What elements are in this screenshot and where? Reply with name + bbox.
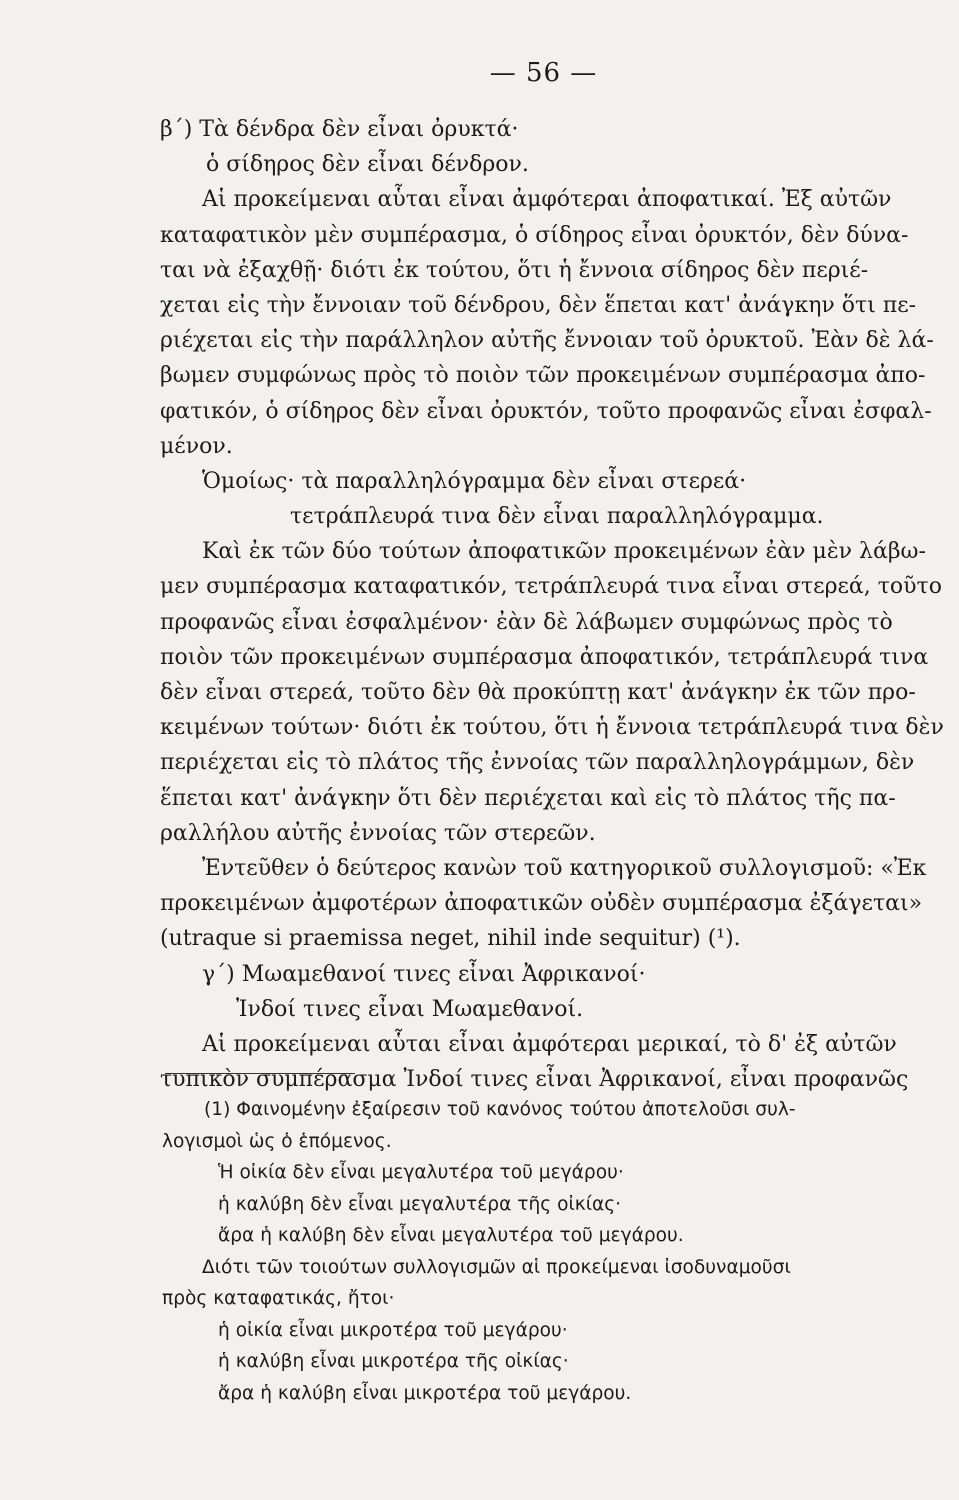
text-line: Ἰνδοί τινες εἶναι Μωαμεθανοί. bbox=[236, 996, 584, 1022]
text-line: τετράπλευρά τινα δὲν εἶναι παραλληλόγραμμα. bbox=[290, 504, 824, 530]
text-line: ποιὸν τῶν προκειμένων συμπέρασμα ἀποφατικόν, τετράπλευρά τινα bbox=[160, 644, 929, 670]
text-line: προφανῶς εἶναι ἐσφαλμένον· ἐὰν δὲ λάβωμεν συμφώνως πρὸς τὸ bbox=[160, 609, 893, 635]
footnote-line: Διότι τῶν τοιούτων συλλογισμῶν αἱ προκείμεναι ἰσοδυναμοῦσι bbox=[202, 1256, 791, 1278]
text-line: μένον. bbox=[160, 433, 233, 459]
text-line: φατικόν, ὁ σίδηρος δὲν εἶναι ὀρυκτόν, τοῦτο προφανῶς εἶναι ἐσφαλ- bbox=[160, 398, 932, 424]
text-line: ραλλήλου αὐτῆς ἐννοίας τῶν στερεῶν. bbox=[160, 820, 596, 846]
text-line: ὁ σίδηρος δὲν εἶναι δένδρον. bbox=[206, 152, 529, 178]
footnote-line: λογισμοὶ ὡς ὁ ἑπόμενος. bbox=[162, 1130, 392, 1152]
text-line: βωμεν συμφώνως πρὸς τὸ ποιὸν τῶν προκειμένων συμπέρασμα ἀπο- bbox=[160, 363, 926, 389]
footnote-divider bbox=[165, 1073, 355, 1074]
text-line: β΄) Τὰ δένδρα δὲν εἶναι ὀρυκτά· bbox=[160, 117, 519, 142]
footnote-line: ἄρα ἡ καλύβη εἶναι μικροτέρα τοῦ μεγάρου. bbox=[218, 1382, 632, 1404]
footnote-line: ἄρα ἡ καλύβη δὲν εἶναι μεγαλυτέρα τοῦ μεγάρου. bbox=[218, 1225, 684, 1246]
text-line: Καὶ ἐκ τῶν δύο τούτων ἀποφατικῶν προκειμένων ἐὰν μὲν λάβω- bbox=[202, 539, 926, 565]
text-line: δὲν εἶναι στερεά, τοῦτο δὲν θὰ προκύπτῃ κατ' ἀνάγκην ἐκ τῶν προ- bbox=[160, 680, 916, 705]
text-line: περιέχεται εἰς τὸ πλάτος τῆς ἐννοίας τῶν παραλληλογράμμων, δὲν bbox=[160, 750, 915, 776]
text-line: καταφατικὸν μὲν συμπέρασμα, ὁ σίδηρος εἶναι ὀρυκτόν, δὲν δύνα- bbox=[160, 222, 909, 248]
page-number: — 56 — bbox=[489, 58, 598, 88]
text-line: (utraque si praemissa neget, nihil inde sequitur) (¹). bbox=[160, 926, 741, 952]
footnote-line: (1) Φαινομένην ἐξαίρεσιν τοῦ κανόνος τούτου ἀποτελοῦσι συλ- bbox=[204, 1099, 796, 1120]
footnote-line: πρὸς καταφατικάς, ἤτοι· bbox=[162, 1288, 395, 1309]
footnote-line: ἡ οἰκία εἶναι μικροτέρα τοῦ μεγάρου· bbox=[218, 1319, 568, 1341]
text-line: μεν συμπέρασμα καταφατικόν, τετράπλευρά τινα εἶναι στερεά, τοῦτο bbox=[160, 574, 942, 600]
text-line: Ἐντεῦθεν ὁ δεύτερος κανὼν τοῦ κατηγορικοῦ συλλογισμοῦ: «Ἐκ bbox=[202, 855, 927, 881]
text-line: προκειμένων ἀμφοτέρων ἀποφατικῶν οὐδὲν συμπέρασμα ἐξάγεται» bbox=[160, 891, 923, 917]
footnote-line: Ἡ οἰκία δὲν εἶναι μεγαλυτέρα τοῦ μεγάρου· bbox=[218, 1162, 624, 1183]
footnotes bbox=[162, 1094, 932, 1409]
text-line: κειμένων τούτων· διότι ἐκ τούτου, ὅτι ἡ ἔννοια τετράπλευρά τινα δὲν bbox=[160, 715, 944, 741]
footnote-line: ἡ καλύβη εἶναι μικροτέρα τῆς οἰκίας· bbox=[218, 1351, 569, 1372]
text-line: Ὁμοίως· τὰ παραλληλόγραμμα δὲν εἶναι στερεά· bbox=[202, 468, 747, 494]
text-line: ριέχεται εἰς τὴν παράλληλον αὐτῆς ἔννοιαν τοῦ ὀρυκτοῦ. Ἐὰν δὲ λά- bbox=[160, 328, 934, 354]
footnote-line: ἡ καλύβη δὲν εἶναι μεγαλυτέρα τῆς οἰκίας· bbox=[218, 1193, 622, 1215]
text-line: γ΄) Μωαμεθανοί τινες εἶναι Ἀφρικανοί· bbox=[202, 961, 646, 987]
text-line: Αἱ προκείμεναι αὗται εἶναι ἀμφότεραι μερικαί, τὸ δ' ἐξ αὐτῶν bbox=[202, 1031, 897, 1057]
text-line: Αἱ προκείμεναι αὗται εἶναι ἀμφότεραι ἀποφατικαί. Ἐξ αὐτῶν bbox=[202, 187, 892, 213]
text-line: χεται εἰς τὴν ἔννοιαν τοῦ δένδρου, δὲν ἕπεται κατ' ἀνάγκην ὅτι πε- bbox=[160, 292, 917, 318]
text-line: ται νὰ ἐξαχθῇ· διότι ἐκ τούτου, ὅτι ἡ ἔννοια σίδηρος δὲν περιέ- bbox=[160, 257, 869, 283]
text-line: ἕπεται κατ' ἀνάγκην ὅτι δὲν περιέχεται καὶ εἰς τὸ πλάτος τῆς πα- bbox=[160, 785, 896, 811]
body-text bbox=[160, 112, 944, 1097]
text-line: τυπικὸν συμπέρασμα Ἰνδοί τινες εἶναι Ἀφρικανοί, εἶναι προφανῶς bbox=[160, 1067, 909, 1093]
